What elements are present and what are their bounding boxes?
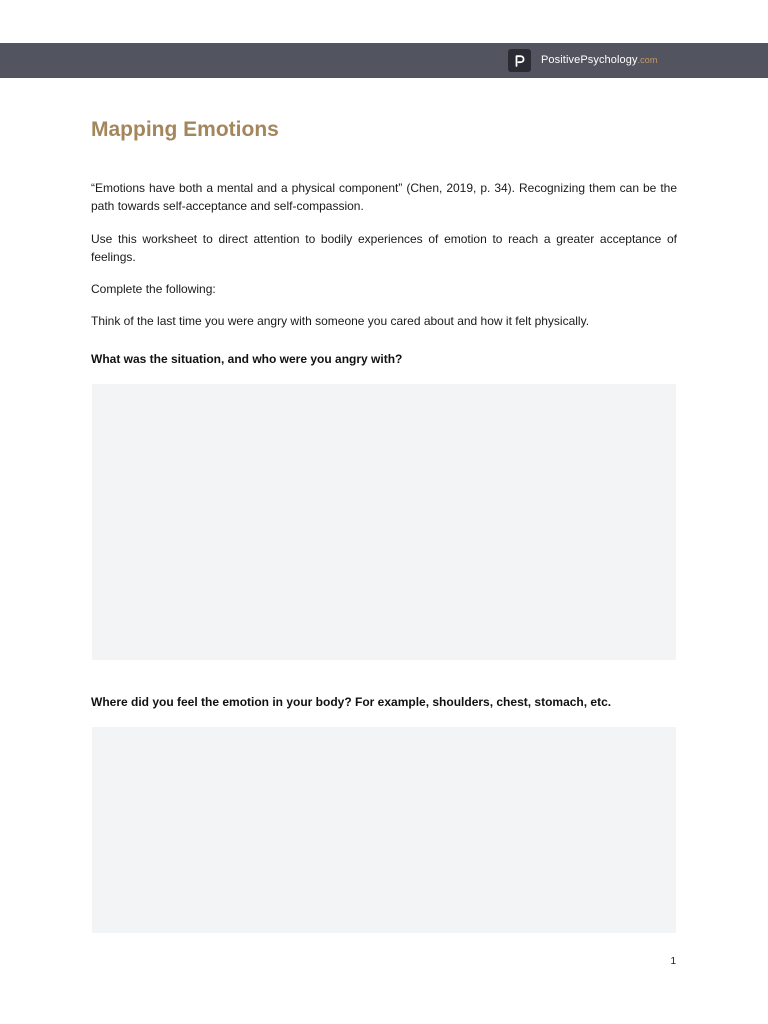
- question-1-answer-field[interactable]: [92, 384, 676, 660]
- question-2-answer-field[interactable]: [92, 727, 676, 933]
- intro-quote-paragraph: “Emotions have both a mental and a physical component” (Chen, 2019, p. 34). Recognizing them can be the path towards self-acceptance and self-compassion.: [91, 181, 677, 213]
- scenario-text: Think of the last time you were angry with someone you cared about and how it felt physically.: [91, 314, 590, 328]
- brand-header-bar: [0, 43, 768, 78]
- brand-tld-text: .com: [637, 55, 658, 65]
- brand-wordmark: [541, 53, 657, 68]
- brand-name-text: PositivePsychology: [541, 54, 638, 66]
- page-number: 1: [670, 956, 676, 967]
- p-logo-glyph: [512, 53, 527, 68]
- question-1-label: What was the situation, and who were you angry with?: [91, 352, 403, 366]
- instruction-paragraph: Use this worksheet to direct attention to bodily experiences of emotion to reach a greater acceptance of feelings.: [91, 232, 677, 264]
- question-2-label: Where did you feel the emotion in your body? For example, shoulders, chest, stomach, etc.: [91, 695, 612, 709]
- page-title: Mapping Emotions: [91, 118, 279, 141]
- p-logo-icon: [508, 49, 531, 72]
- complete-prompt-text: Complete the following:: [91, 282, 216, 296]
